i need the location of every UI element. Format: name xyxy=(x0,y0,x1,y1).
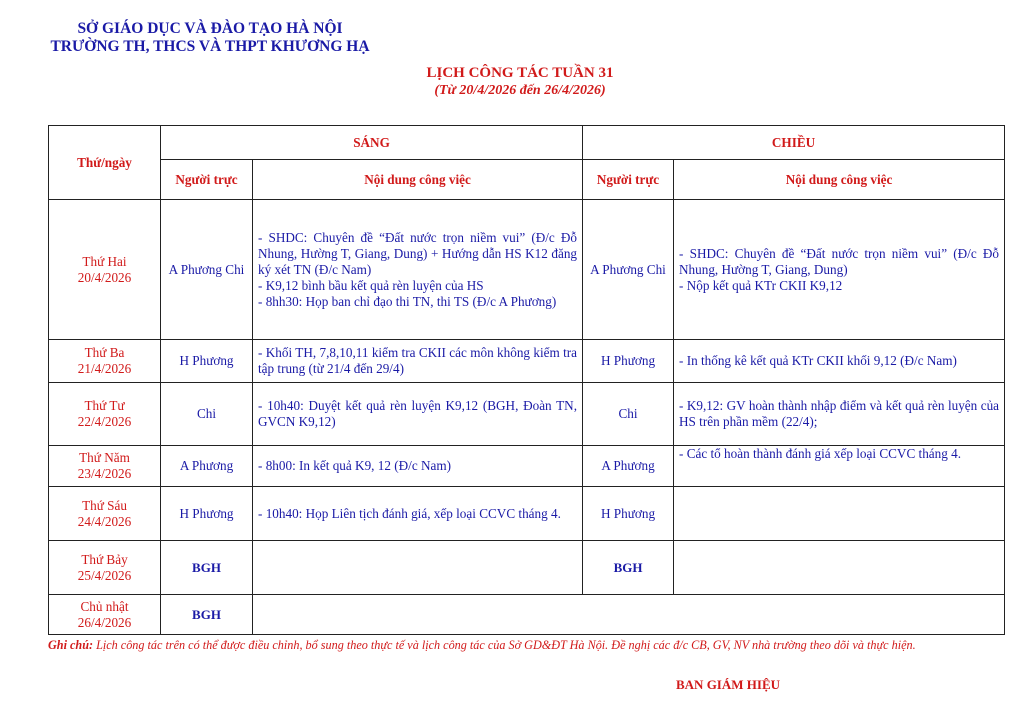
date-range: (Từ 20/4/2026 đến 26/4/2026) xyxy=(434,83,606,98)
afternoon-content-cell xyxy=(674,541,1005,595)
day-name: Thứ Năm xyxy=(79,450,130,465)
table-row-wednesday xyxy=(49,383,1005,446)
content-line: - 8h00: In kết quả K9, 12 (Đ/c Nam) xyxy=(258,458,452,473)
content-line: - Nộp kết quả KTr CKII K9,12 xyxy=(679,277,843,293)
sunday-content-cell xyxy=(253,595,1005,635)
content-line: - K9,12 bình bầu kết quả rèn luyện của HS xyxy=(258,277,484,293)
morning-duty-cell: A Phương xyxy=(161,446,253,487)
column-header-morning-content: Nội dung công việc xyxy=(253,160,583,200)
day-date: 25/4/2026 xyxy=(77,567,132,583)
morning-content-cell xyxy=(253,541,583,595)
content-line: - 10h40: Họp Liên tịch đánh giá, xếp loại CCVC tháng 4. xyxy=(258,505,561,521)
day-cell xyxy=(49,541,161,595)
column-header-day: Thứ/ngày xyxy=(49,126,161,200)
morning-duty-cell: BGH xyxy=(161,595,253,635)
footnote xyxy=(28,638,988,653)
column-header-afternoon-duty: Người trực xyxy=(583,160,674,200)
table-row-sunday xyxy=(49,595,1005,635)
morning-duty-cell: H Phương xyxy=(161,487,253,541)
content-line: - Các tổ hoàn thành đánh giá xếp loại CCVC tháng 4. xyxy=(679,446,962,461)
afternoon-content-cell xyxy=(674,487,1005,541)
table-row-saturday xyxy=(49,541,1005,595)
afternoon-content-cell xyxy=(674,446,1005,487)
day-cell xyxy=(49,383,161,446)
afternoon-duty-cell: A Phương xyxy=(583,446,674,487)
day-date: 22/4/2026 xyxy=(77,414,132,429)
signature-block: BAN GIÁM HIỆU xyxy=(676,677,781,692)
header-row-sessions xyxy=(49,126,1005,160)
content-line: - 10h40: Duyệt kết quả rèn luyện K9,12 (BGH, Đoàn TN, GVCN K9,12) xyxy=(258,398,578,429)
afternoon-content-cell xyxy=(674,383,1005,446)
organization-header xyxy=(0,20,420,56)
day-name: Thứ Bảy xyxy=(81,551,128,567)
day-date: 26/4/2026 xyxy=(77,614,132,630)
morning-duty-cell: BGH xyxy=(161,541,253,595)
note-text: Lịch công tác trên có thể được điều chỉnh, bổ sung theo thực tế và lịch công tác của Sở GD&ĐT Hà Nội. Đề nghị các đ/c CB, GV, NV nhà trường theo dõi và thực hiện. xyxy=(93,638,916,652)
afternoon-duty-cell: H Phương xyxy=(583,487,674,541)
afternoon-content-cell xyxy=(674,340,1005,383)
content-line: - In thống kê kết quả KTr CKII khối 9,12 (Đ/c Nam) xyxy=(679,353,957,368)
afternoon-duty-cell: BGH xyxy=(583,541,674,595)
afternoon-duty-cell: H Phương xyxy=(583,340,674,383)
day-cell xyxy=(49,487,161,541)
morning-content-cell xyxy=(253,446,583,487)
morning-content-cell xyxy=(253,383,583,446)
page-title: LỊCH CÔNG TÁC TUẦN 31 xyxy=(426,65,614,81)
afternoon-content-cell xyxy=(674,200,1005,340)
weekly-schedule-table xyxy=(48,125,1005,635)
table-row-thursday xyxy=(49,446,1005,487)
day-name: Thứ Hai xyxy=(82,253,127,269)
document-title-block xyxy=(330,64,710,100)
table-row-tuesday xyxy=(49,340,1005,383)
morning-duty-cell: Chi xyxy=(161,383,253,446)
morning-content-cell xyxy=(253,487,583,541)
header-row-subcolumns xyxy=(49,160,1005,200)
day-name: Thứ Tư xyxy=(84,398,125,413)
day-cell xyxy=(49,446,161,487)
column-header-morning: SÁNG xyxy=(161,126,583,160)
morning-duty-cell: H Phương xyxy=(161,340,253,383)
content-line: - SHDC: Chuyên đề “Đất nước trọn niềm vui” (Đ/c Đỗ Nhung, Hường T, Giang, Dung) xyxy=(679,245,1000,277)
content-line: - Khối TH, 7,8,10,11 kiểm tra CKII các môn không kiểm tra tập trung (từ 21/4 đến 29/4) xyxy=(258,345,578,376)
day-date: 23/4/2026 xyxy=(77,466,132,481)
department-name: SỞ GIÁO DỤC VÀ ĐÀO TẠO HÀ NỘI xyxy=(77,20,343,37)
content-line: - SHDC: Chuyên đề “Đất nước trọn niềm vui” (Đ/c Đỗ Nhung, Hường T, Giang, Dung) + Hướng dẫn HS K12 đăng ký xét TN (Đ/c Nam) xyxy=(258,229,578,277)
column-header-morning-duty: Người trực xyxy=(161,160,253,200)
afternoon-duty-cell: Chi xyxy=(583,383,674,446)
day-name: Thứ Ba xyxy=(84,345,125,360)
day-cell xyxy=(49,340,161,383)
morning-content-cell xyxy=(253,340,583,383)
day-cell xyxy=(49,200,161,340)
column-header-afternoon: CHIỀU xyxy=(583,126,1005,160)
content-line: - K9,12: GV hoàn thành nhập điểm và kết quả rèn luyện của HS trên phần mềm (22/4); xyxy=(679,398,1000,429)
morning-content-cell xyxy=(253,200,583,340)
afternoon-duty-cell: A Phương Chi xyxy=(583,200,674,340)
day-date: 24/4/2026 xyxy=(77,513,132,529)
day-name: Chủ nhật xyxy=(80,598,129,614)
morning-duty-cell: A Phương Chi xyxy=(161,200,253,340)
content-line: - 8hh30: Họp ban chỉ đạo thi TN, thi TS (Đ/c A Phương) xyxy=(258,293,557,309)
day-date: 20/4/2026 xyxy=(77,269,132,285)
day-cell xyxy=(49,595,161,635)
day-date: 21/4/2026 xyxy=(77,361,132,376)
table-row-friday xyxy=(49,487,1005,541)
table-row-monday xyxy=(49,200,1005,340)
day-name: Thứ Sáu xyxy=(82,497,127,513)
school-name: TRƯỜNG TH, THCS VÀ THPT KHƯƠNG HẠ xyxy=(50,38,370,55)
note-label: Ghi chú: xyxy=(48,638,94,652)
column-header-afternoon-content: Nội dung công việc xyxy=(674,160,1005,200)
